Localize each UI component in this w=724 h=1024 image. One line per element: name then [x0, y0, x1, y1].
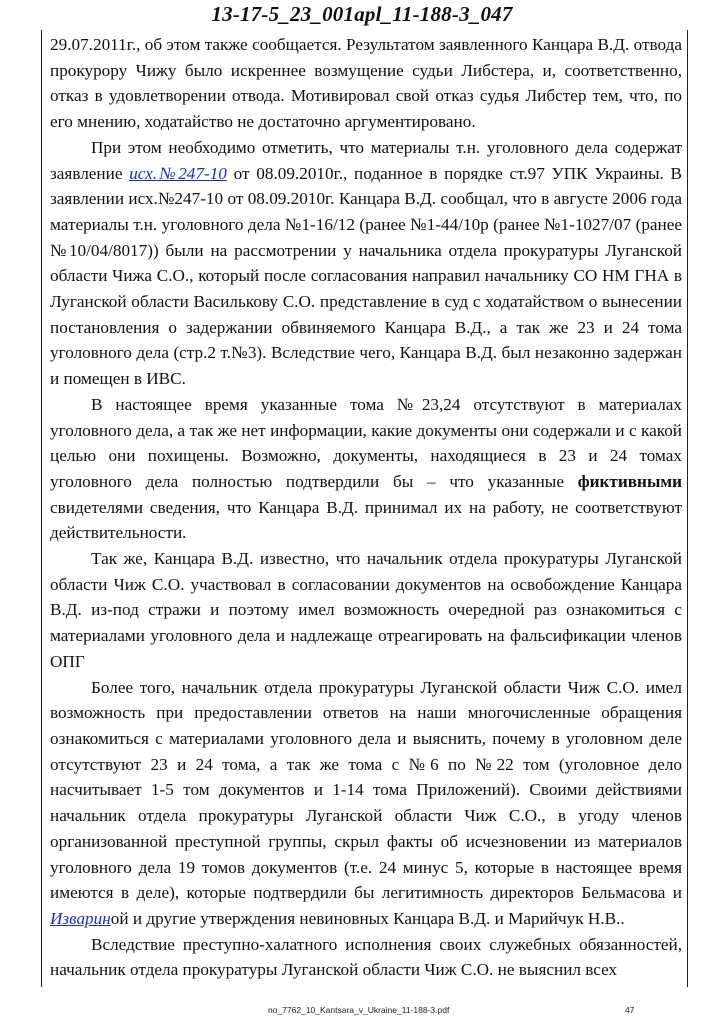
bold-text: фиктивными	[577, 471, 682, 491]
text-run: Так же, Канцара В.Д. известно, что начальник отдела прокуратуры Луганской области Чиж С.О. участвовал в согласовании документов на освобождение Канцара В.Д. из-под стражи и поэтому имел возможность очередной раз ознакомиться с материалами уголовного дела и надлежаще отреагировать на фальсификации членов ОПГ	[50, 549, 682, 671]
paragraph	[50, 392, 682, 546]
document-link[interactable]: исх.№247-10	[129, 163, 227, 183]
paragraph	[50, 675, 682, 932]
paragraph	[50, 135, 682, 392]
document-link[interactable]: Изварин	[50, 908, 111, 928]
text-run: свидетелями сведения, что Канцара В.Д. принимал их на работу, не соответствуют действительности.	[50, 497, 682, 543]
document-header: 13-17-5_23_001apl_11-188-3_047	[211, 2, 513, 26]
paragraph	[50, 932, 682, 983]
text-run: При этом необходимо отметить, что материалы т.н. уголовного дела содержат заявление	[50, 137, 682, 183]
text-run: 29.07.2011г., об этом также сообщается. Результатом заявленного Канцара В.Д. отвода прокурору Чижу было искреннее возмущение судьи Либстера, и, соответственно, отказ в удовлетворении отвода. Мотивировал свой отказ судья Либстер тем, что, по его мнению, ходатайство не достаточно аргументировано.	[50, 35, 682, 132]
footer-page-number: 47	[625, 1005, 635, 1015]
footer-filename: no_7762_10_Kantsara_v_Ukraine_11-188-3.pdf	[268, 1005, 450, 1015]
text-run: от 08.09.2010г., поданное в порядке ст.97 УПК Украины. В заявлении исх.№247-10 от 08.09.2010г. Канцара В.Д. сообщал, что в августе 2006 года материалы т.н. уголовного дела №1-16/12 (ранее №1-44/10р (ранее №1-1027/07 (ранее №10/04/8017)) были на рассмотрении у начальника отдела прокуратуры Луганской области Чижа С.О., который после согласования направил начальнику СО НМ ГНА в Луганской области Василькову С.О. представление в суд с ходатайством о вынесении постановления о задержании обвиняемого Канцара В.Д., а так же 23 и 24 тома уголовного дела (стр.2 т.№3). Вследствие чего, Канцара В.Д. был незаконно задержан и помещен в ИВС.	[50, 163, 682, 389]
text-run: Вследствие преступно-халатного исполнения своих служебных обязанностей, начальник отдела прокуратуры Луганской области Чиж С.О. не выяснил всех	[50, 934, 682, 980]
paragraph	[50, 32, 682, 135]
document-body	[50, 32, 682, 983]
paragraph	[50, 546, 682, 675]
text-run: ой и другие утверждения невиновных Канцара В.Д. и Марийчук Н.В..	[110, 908, 625, 928]
text-run: Более того, начальник отдела прокуратуры Луганской области Чиж С.О. имел возможность при предоставлении ответов на наши многочисленные обращения ознакомиться с материалами уголовного дела и выяснить, почему в уголовном деле отсутствуют 23 и 24 тома, а так же тома с №6 по №22 том (уголовное дело насчитывает 1-5 том документов и 1-14 тома Приложений). Своими действиями начальник отдела прокуратуры Луганской области Чиж С.О., в угоду членов организованной преступной группы, скрыл факты об исчезновении из материалов уголовного дела 19 томов документов (т.е. 24 минус 5, которые в настоящее время имеются в деле), которые подтвердили бы легитимность директоров Бельмасова и	[50, 677, 682, 903]
text-run: В настоящее время указанные тома №23,24 отсутствуют в материалах уголовного дела, а так же нет информации, какие документы они содержали и с какой целью они похищены. Возможно, документы, находящиеся в 23 и 24 томах уголовного дела полностью подтвердили бы – что указанные	[50, 394, 682, 491]
